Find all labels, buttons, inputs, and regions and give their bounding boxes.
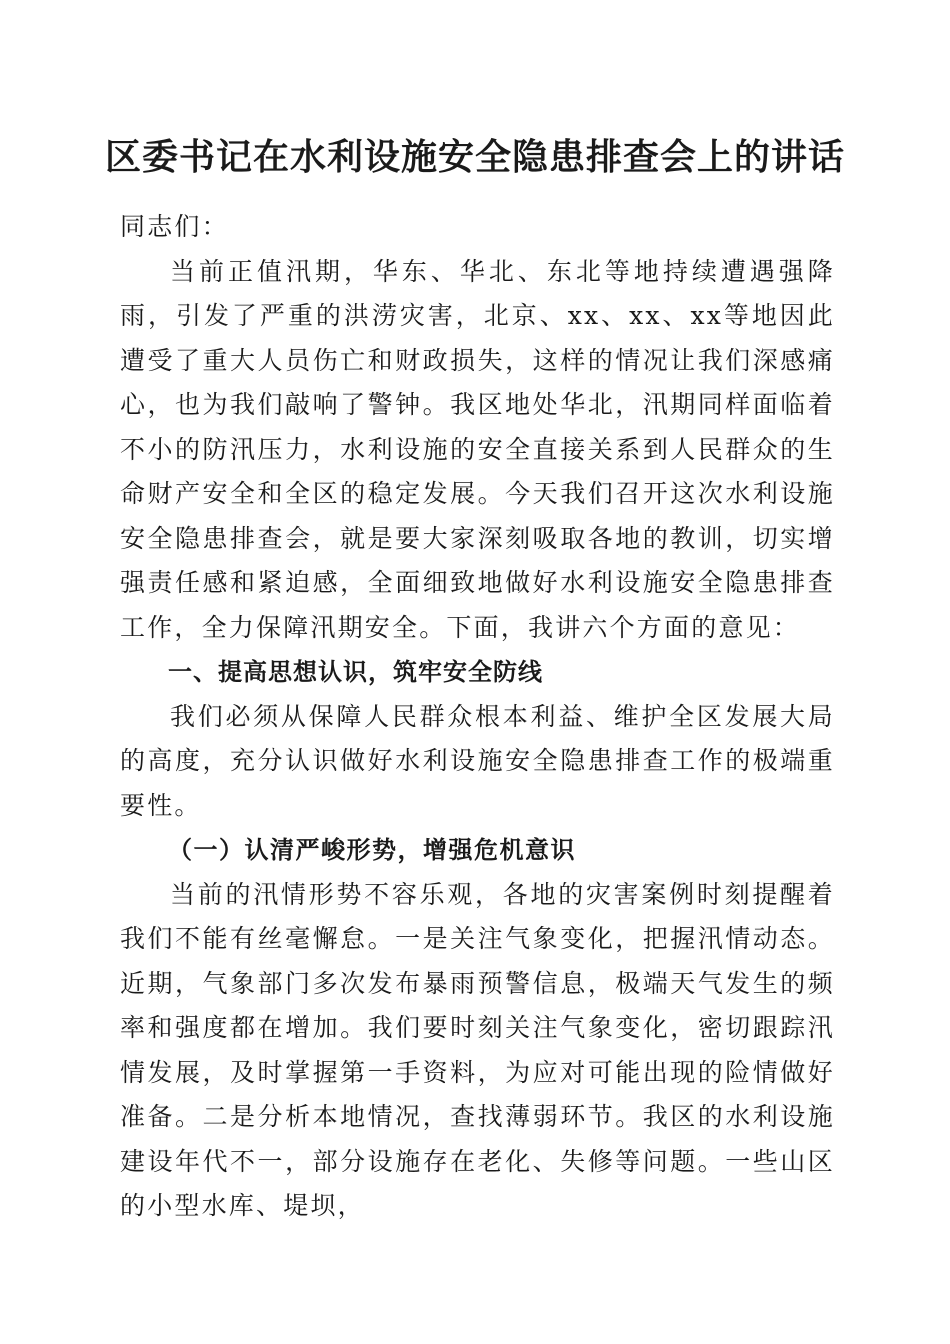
- document-body: [120, 205, 835, 1229]
- section-heading-1: 一、提高思想认识，筑牢安全防线: [168, 658, 543, 686]
- intro-paragraph: 当前正值汛期，华东、华北、东北等地持续遭遇强降雨，引发了严重的洪涝灾害，北京、xx、xx、xx等地因此遭受了重大人员伤亡和财政损失，这样的情况让我们深感痛心，也为我们敲响了警钟。我区地处华北，汛期同样面临着不小的防汛压力，水利设施的安全直接关系到人民群众的生命财产安全和全区的稳定发展。今天我们召开这次水利设施安全隐患排查会，就是要大家深刻吸取各地的教训，切实增强责任感和紧迫感，全面细致地做好水利设施安全隐患排查工作，全力保障汛期安全。下面，我讲六个方面的意见：: [120, 256, 835, 642]
- greeting: 同志们：: [120, 212, 229, 241]
- subsection-heading-1: （一）认清严峻形势，增强危机意识: [168, 835, 576, 864]
- subsection-1-paragraph: 当前的汛情形势不容乐观，各地的灾害案例时刻提醒着我们不能有丝毫懈怠。一是关注气象变化，把握汛情动态。近期，气象部门多次发布暴雨预警信息，极端天气发生的频率和强度都在增加。我们要时刻关注气象变化，密切跟踪汛情发展，及时掌握第一手资料，为应对可能出现的险情做好准备。二是分析本地情况，查找薄弱环节。我区的水利设施建设年代不一，部分设施存在老化、失修等问题。一些山区的小型水库、堤坝，: [120, 879, 835, 1220]
- section-1-paragraph: 我们必须从保障人民群众根本利益、维护全区发展大局的高度，充分认识做好水利设施安全隐患排查工作的极端重要性。: [120, 701, 835, 820]
- document-title: 区委书记在水利设施安全隐患排查会上的讲话: [104, 136, 845, 178]
